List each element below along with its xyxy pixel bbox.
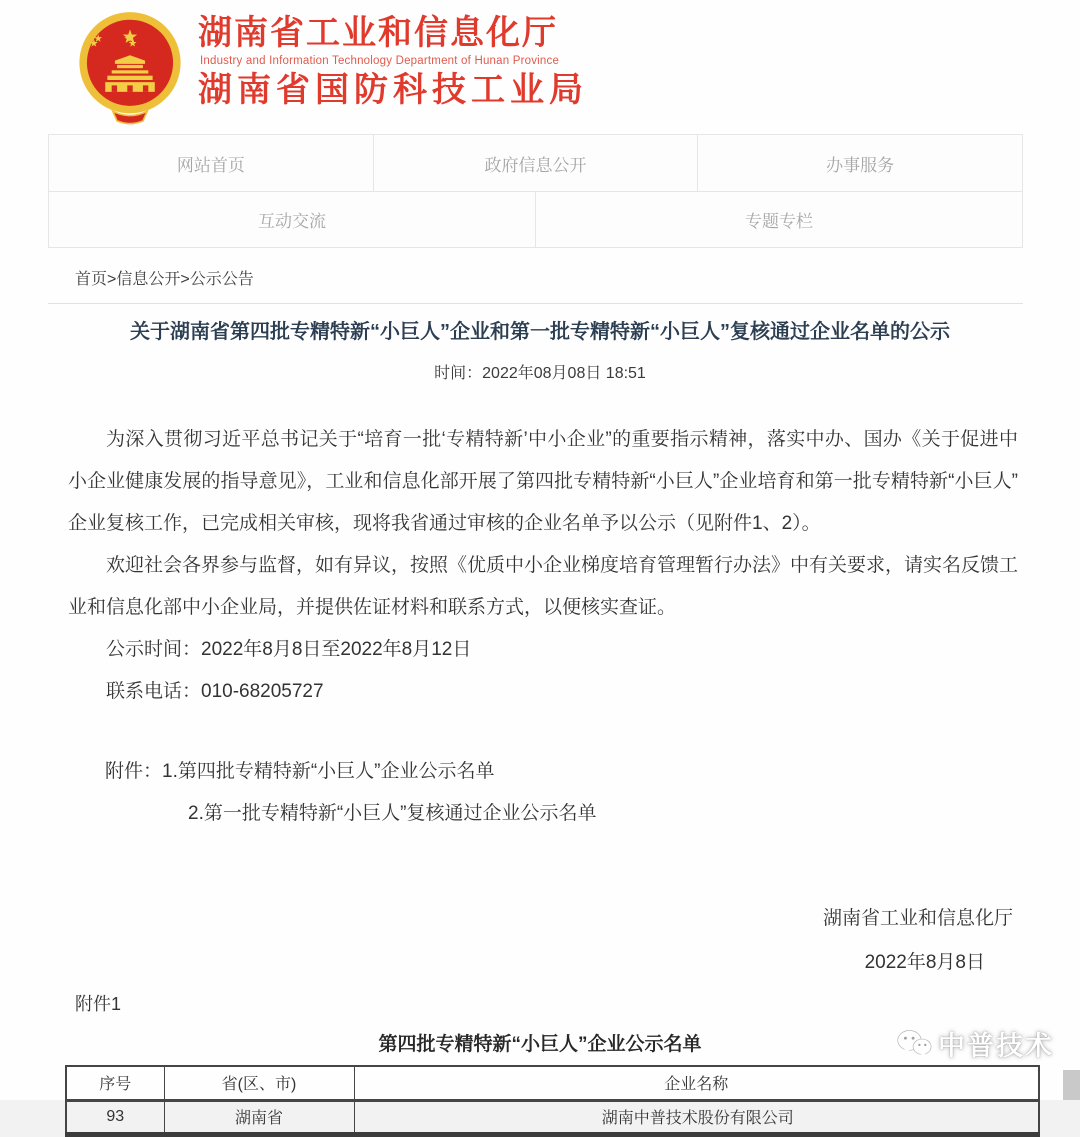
national-emblem-icon bbox=[76, 10, 184, 122]
site-banner bbox=[0, 0, 1080, 130]
column-header-index: 序号 bbox=[66, 1066, 164, 1100]
org-name-english: Industry and Information Technology Department of Hunan Province bbox=[200, 55, 560, 67]
attachment-list bbox=[105, 751, 1080, 835]
scrollbar-thumb[interactable] bbox=[1063, 1070, 1080, 1100]
paragraph-2: 欢迎社会各界参与监督，如有异议，按照《优质中小企业梯度培育管理暂行办法》中有关要求，请实名反馈工业和信息化部中小企业局，并提供佐证材料和联系方式，以便核实查证。 bbox=[68, 555, 1019, 618]
org-name-line1: 湖南省工业和信息化厅 bbox=[198, 14, 558, 52]
nav-item-special-columns[interactable]: 专题专栏 bbox=[535, 192, 1022, 247]
org-name-line2: 湖南省国防科技工业局 bbox=[198, 71, 588, 109]
nav-item-services[interactable]: 办事服务 bbox=[697, 135, 1022, 191]
publicity-period: 公示时间：2022年8月8日至2022年8月12日 bbox=[106, 639, 472, 660]
roster-header-row bbox=[66, 1066, 1039, 1100]
roster-table-caption: 第四批专精特新“小巨人”企业公示名单 bbox=[378, 1034, 702, 1055]
nav-row-1 bbox=[49, 135, 1022, 191]
article-time: 时间：2022年08月08日 18:51 bbox=[434, 365, 646, 382]
org-names bbox=[198, 10, 588, 109]
table-row bbox=[66, 1100, 1039, 1134]
signature-date: 2022年8月8日 bbox=[864, 952, 985, 973]
attachment-line-2: 2.第一批专精特新“小巨人”复核通过企业公示名单 bbox=[188, 803, 597, 824]
contact-phone: 联系电话：010-68205727 bbox=[106, 681, 324, 702]
article-body bbox=[68, 419, 1018, 713]
signature-block bbox=[0, 903, 1080, 974]
paragraph-1: 为深入贯彻习近平总书记关于“培育一批‘专精特新’中小企业”的重要指示精神，落实中办、国办《关于促进中小企业健康发展的指导意见》，工业和信息化部开展了第四批专精特新“小巨人”企业培育和第一批专精特新“小巨人”企业复核工作，已完成相关审核，现将我省通过审核的企业名单予以公示（见附件1、2）。 bbox=[68, 429, 1018, 534]
cell-company-name: 湖南中普技术股份有限公司 bbox=[354, 1100, 1039, 1134]
cell-province: 湖南省 bbox=[164, 1100, 354, 1134]
column-header-province: 省(区、市) bbox=[164, 1066, 354, 1100]
article-title: 关于湖南省第四批专精特新“小巨人”企业和第一批专精特新“小巨人”复核通过企业名单的公示 bbox=[130, 321, 950, 343]
nav-item-gov-info[interactable]: 政府信息公开 bbox=[373, 135, 698, 191]
main-nav bbox=[48, 134, 1023, 248]
nav-row-2 bbox=[49, 191, 1022, 247]
attachment1-label: 附件1 bbox=[75, 994, 122, 1014]
cell-index: 93 bbox=[66, 1100, 164, 1134]
roster-table bbox=[65, 1065, 1040, 1137]
attachment-line-1: 附件：1.第四批专精特新“小巨人”企业公示名单 bbox=[105, 761, 495, 782]
breadcrumb[interactable]: 首页>信息公开>公示公告 bbox=[48, 266, 1023, 304]
nav-item-interaction[interactable]: 互动交流 bbox=[258, 212, 326, 231]
nav-item-home[interactable]: 网站首页 bbox=[176, 155, 245, 175]
column-header-company: 企业名称 bbox=[354, 1066, 1039, 1100]
watermark-text: 中普技术 bbox=[938, 1031, 1054, 1061]
signature-org: 湖南省工业和信息化厅 bbox=[822, 908, 1013, 929]
